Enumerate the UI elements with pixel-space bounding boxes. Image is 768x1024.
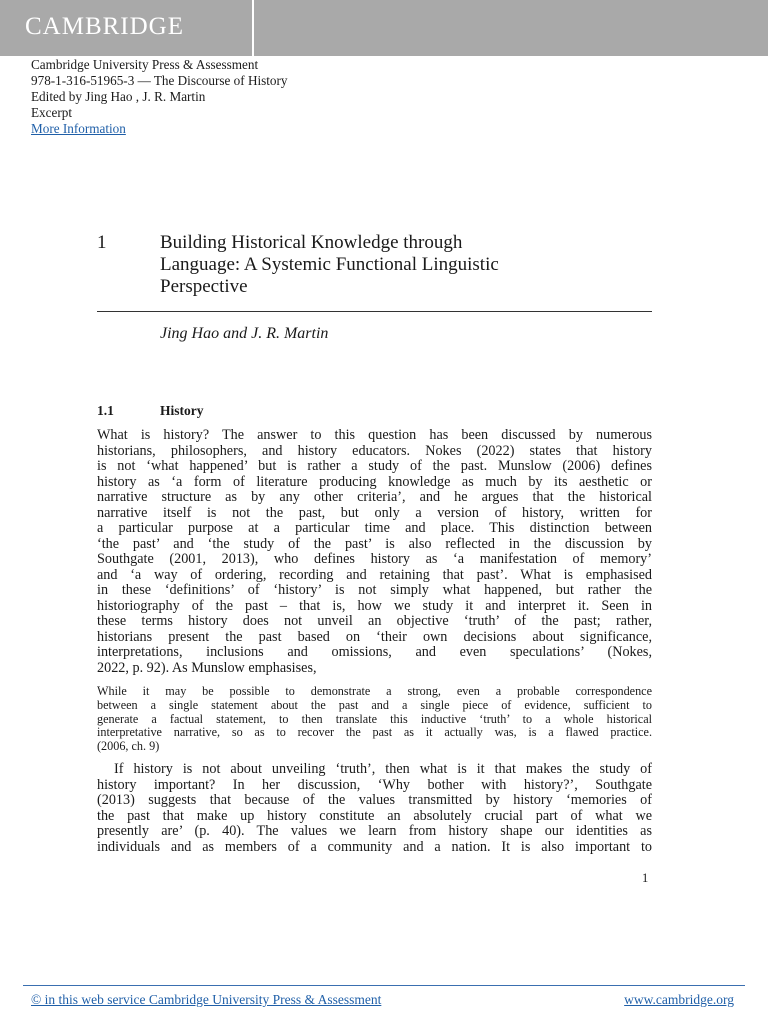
text-line: individuals and as members of a community and a nation. It is also important to bbox=[97, 838, 652, 855]
block-quote bbox=[97, 685, 652, 754]
publisher-name: Cambridge University Press & Assessment bbox=[31, 57, 259, 72]
quote-line: between a single statement about the past and a single piece of evidence, sufficient to bbox=[97, 697, 652, 712]
isbn-title: 978-1-316-51965-3 — The Discourse of History bbox=[31, 73, 288, 88]
quote-line: interpretative narrative, so as to recover the past as it actually was, is a flawed practice. bbox=[97, 725, 652, 740]
website-link[interactable]: www.cambridge.org bbox=[624, 992, 734, 1007]
text-line: Southgate (2001, 2013), who defines history as ‘a manifestation of memory’ bbox=[97, 551, 652, 567]
text-line: historians present the past based on ‘their own decisions about significance, bbox=[97, 628, 652, 645]
text-line: is not ‘what happened’ but is rather a study of the past. Munslow (2006) defines bbox=[97, 458, 652, 474]
publisher-banner bbox=[0, 0, 768, 56]
copyright-link[interactable]: © in this web service Cambridge University Press & Assessment bbox=[31, 992, 382, 1007]
text-line: and ‘a way of ordering, recording and retaining that past’. What is emphasised bbox=[97, 566, 652, 583]
more-information-link[interactable]: More Information bbox=[31, 121, 126, 136]
text-line: a particular purpose at a particular time and place. This distinction between bbox=[97, 520, 652, 536]
text-line: narrative structure as by any other criteria’, and he argues that the historical bbox=[97, 489, 652, 505]
text-line: the past that make up history constitute an absolutely crucial part of what we bbox=[97, 807, 652, 824]
editors: Edited by Jing Hao , J. R. Martin bbox=[31, 89, 206, 104]
text-line: in these ‘definitions’ of ‘history’ is not simply what happened, but rather the bbox=[97, 582, 652, 598]
chapter-title bbox=[160, 232, 640, 298]
content-type: Excerpt bbox=[31, 105, 73, 120]
text-line: If history is not about unveiling ‘truth’, then what is it that makes the study of bbox=[114, 761, 652, 777]
text-line: historians, philosophers, and history educators. Nokes (2022) states that history bbox=[97, 442, 652, 459]
text-line: history as ‘a form of literature producing knowledge as much by its aesthetic or bbox=[97, 473, 652, 490]
chapter-title-line: Building Historical Knowledge through bbox=[160, 232, 463, 253]
banner-divider bbox=[252, 0, 254, 56]
text-line: historiography of the past – that is, how we study it and interpret it. Seen in bbox=[97, 597, 652, 614]
page-number: 1 bbox=[642, 871, 649, 885]
chapter-rule bbox=[97, 311, 652, 312]
text-line: (2013) suggests that because of the values transmitted by history ‘memories of bbox=[97, 792, 652, 808]
paragraph-1 bbox=[97, 428, 652, 676]
text-line: What is history? The answer to this question has been discussed by numerous bbox=[97, 427, 652, 443]
text-line: history important? In her discussion, ‘Why bother with history?’, Southgate bbox=[97, 776, 652, 793]
paragraph-2 bbox=[97, 762, 652, 855]
text-line: ‘the past’ and ‘the study of the past’ is also reflected in the discussion by bbox=[97, 535, 652, 552]
text-line: interpretations, inclusions and omissions, and even speculations’ (Nokes, bbox=[97, 644, 652, 660]
chapter-title-line: Language: A Systemic Functional Linguistic bbox=[160, 254, 499, 275]
section-number: 1.1 bbox=[97, 403, 114, 418]
section-title: History bbox=[160, 403, 204, 418]
quote-line: While it may be possible to demonstrate a strong, even a probable correspondence bbox=[97, 684, 652, 698]
quote-citation: (2006, ch. 9) bbox=[97, 739, 160, 754]
chapter-number: 1 bbox=[97, 232, 107, 253]
text-line: presently are’ (p. 40). The values we learn from history shape our identities as bbox=[97, 823, 652, 839]
chapter-title-line: Perspective bbox=[160, 276, 248, 297]
text-line: narrative itself is not the past, but only a version of history, written for bbox=[97, 504, 652, 521]
chapter-authors: Jing Hao and J. R. Martin bbox=[160, 325, 329, 342]
quote-line: generate a factual statement, to then translate this inductive ‘truth’ to a whole historical bbox=[97, 711, 652, 726]
text-line: 2022, p. 92). As Munslow emphasises, bbox=[97, 659, 317, 676]
text-line: these terms history does not unveil an objective ‘truth’ of the past; rather, bbox=[97, 613, 652, 629]
footer-rule bbox=[23, 985, 745, 986]
book-metadata bbox=[31, 57, 288, 137]
cambridge-logo: CAMBRIDGE bbox=[25, 13, 185, 40]
